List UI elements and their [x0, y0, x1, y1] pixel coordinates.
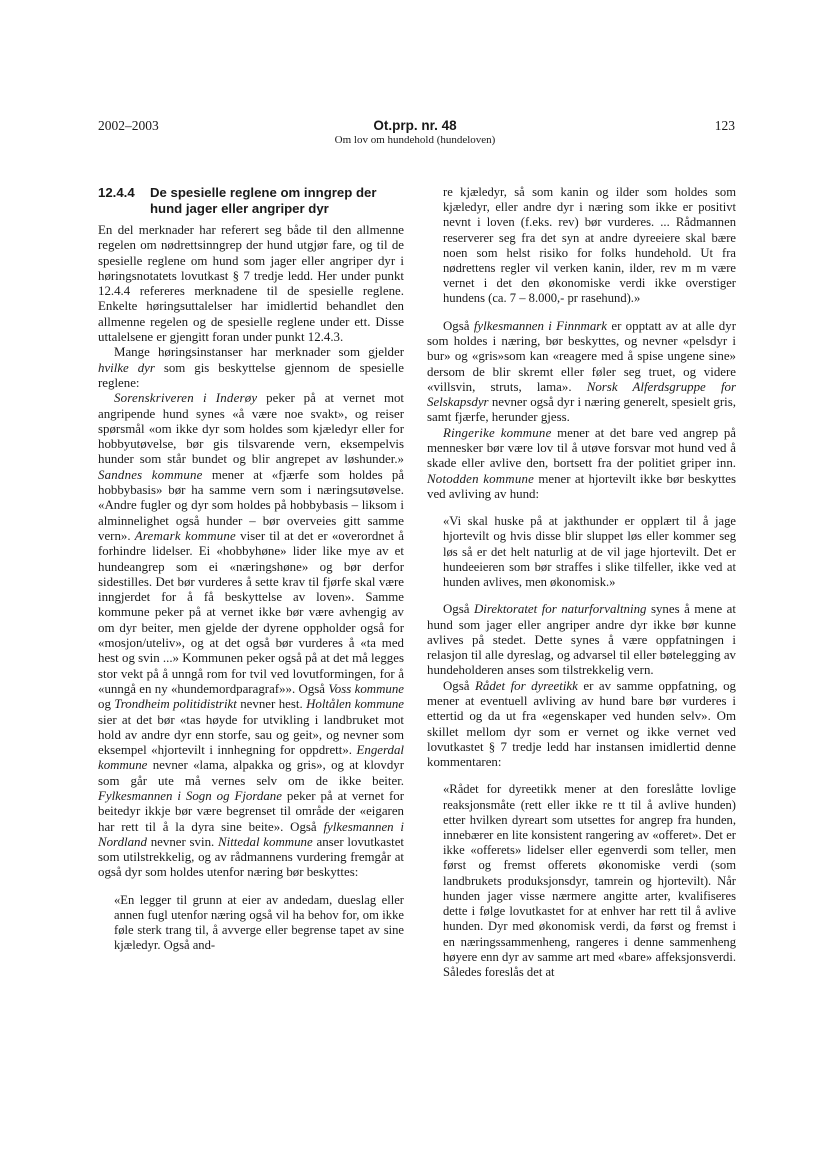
document-year: 2002–2003	[98, 118, 159, 133]
section-heading	[98, 185, 404, 217]
paragraph: En del merknader har referert seg både til den allmenne regelen om nødrettsinngrep der hund utgjør fare, og til de spesielle reglene om hund som jager eller angriper dyr i høringsnotatets lovutkast § 7 tredje ledd. Her under punkt 12.4.4 refereres merknadene til de spesielle reglene. Enkelte høringsuttalelser har imidlertid behandlet den allmenne regelen og de spesielle reglene under ett. Disse uttalelsene er gjengitt foran under punkt 12.4.3.	[98, 223, 404, 345]
left-column	[98, 185, 404, 966]
section-title: De spesielle reglene om inngrep der hund jager eller angriper dyr	[150, 185, 377, 216]
right-column	[427, 185, 736, 992]
paragraph: Ringerike kommune mener at det bare ved angrep på mennesker bør være lov til å utøve forsvar mot hund ved å skade eller avlive den, bortsett fra der politiet griper inn. Notodden kommune mener at hjortevilt ikke bør beskyttes ved avliving av hund:	[427, 425, 736, 501]
paragraph: Mange høringsinstanser har merknader som gjelder hvilke dyr som gis beskyttelse gjennom de spesielle reglene:	[98, 345, 405, 390]
running-header	[250, 118, 580, 146]
paragraph: Også Rådet for dyreetikk er av samme oppfatning, og mener at eventuell avliving av hund bare bør vurderes i ettertid og da ut fra «egenskaper ved hunden selv». Om skillet mellom dyr som er vernet og ikke vernet ved lovutkastet § 7 tredje ledd har instansen imidlertid denne kommentaren:	[427, 678, 736, 770]
block-quote: «Rådet for dyreetikk mener at den foreslåtte lovlige reaksjonsmåte (rett eller ikke re tt til å avlive hunden) etter hvilken dyreart som utsettes for angrep fra hunden, innebærer en lite konsistent rangering av «offeret». Det er ikke «offerets» lidelser eller egenverdi som teller, men først og fremst offerets økonomiske verdi (som landbrukets produksjonsdyr, tamrein og hjortevilt). Når hunden jager visse nærmere angitte arter, kvalifiseres dette i følge lovutkastet for at enhver har rett til å avlive hunden. Dyr med økonomisk verdi, da først og fremst i en næringssammenheng, rangeres i denne sammenheng høyere enn dyr av samme art med «bare» affeksjonsverdi. Således foreslås det at	[443, 782, 736, 979]
block-quote: «En legger til grunn at eier av andedam, dueslag eller annen fugl utenfor næring også vil ha behov for, om ikke føle sterk trang til, å avverge eller begrense tapet av sine kjæledyr. Også and-	[114, 892, 404, 953]
page-number: 123	[714, 118, 735, 133]
paragraph: Sorenskriveren i Inderøy peker på at vernet mot angripende hund synes «å være noe svakt», og reiser spørsmål «om ikke dyr som holdes som kjæledyr eller for hobbyutøvelse, bør gis tilsvarende vern, eksempelvis hunder som står bundet og blir angrepet av løshunder.» Sandnes kommune mener at «fjærfe som holdes på hobbybasis» bør ha samme vern som i næringsutøvelse. «Andre fugler og dyr som holdes på hobbybasis – liksom i alminnelighet også hunder – bør overveies gitt samme vern». Aremark kommune viser til at det er «overordnet å forhindre lidelser. Ei «hobbyhøne» lider like mye av et hundeangrep som ei «næringshøne» og bør derfor sidestilles. Det bør vurderes å sette krav til fjørfe skal være inngjerdet for å få beskyttelse av loven». Samme kommune peker på at vernet ikke bør være avhengig av om dyr beiter, men gjelde der dyrene oppholder også for «mosjon/uteliv», og at det også bør vurderes å «ta med hest og svin ...» Kommunen peker også på at det må legges stor vekt på å unngå rom for tvil ved lovutformingen, for å «unngå en ny «hundemordparagraf»». Også Voss kommune og Trondheim politidistrikt nevner hest. Holtålen kommune sier at det bør «tas høyde for utvikling i landbruket mot hold av andre dyr enn storfe, sau og geit», og nevner som eksempel «hjortevilt i innhegning for oppdrett». Engerdal kommune nevner «lama, alpakka og gris», og at klovdyr som går ute må vernes selv om de ikke beiter. Fylkesmannen i Sogn og Fjordane peker på at vernet for beitedyr ikkje bør være begrenset til område der «eigaren har rett til å la dyra sine beite». Også fylkesmannen i Nordland nevner svin. Nittedal kommune anser lovutkastet som utilstrekkelig, og av rådmannens vurdering fremgår at også dyr som holdes utenfor næring bør beskyttes:	[98, 391, 405, 880]
section-number: 12.4.4	[98, 185, 135, 200]
block-quote: re kjæledyr, så som kanin og ilder som holdes som kjæledyr, eller andre dyr i næring som ikke er positivt nevnt i loven (f.eks. rev) bør vurderes. ... Rådmannen reserverer seg fra det syn at andre dyreeiere skal bære noen som helst risiko for folks hundehold. Ut fra nødrettens regler vil verken kanin, ilder, rev m m være vernet i det den økonomiske verdi ikke overstiger hundens (ca. 7 – 8.000,- pr rasehund).»	[443, 185, 736, 306]
block-quote: «Vi skal huske på at jakthunder er opplært til å jage hjortevilt og hvis disse blir sluppet løs eller kommer seg løs så er det helt naturlig at de vil jage hjortevilt. Det er hundeeieren som bør straffes i slike tilfeller, ikke ved at hunden avlives, men økonomisk.»	[443, 514, 736, 589]
paragraph: Også fylkesmannen i Finnmark er opptatt av at alle dyr som holdes i næring, bør beskyttes, og nevner «pelsdyr i bur» og «gris»som kan «reagere med å spise ungene sine» dersom de blir skremt eller føler seg truet, og videre «villsvin, struts, lama». Norsk Alferdsgruppe for Selskapsdyr nevner også dyr i næring generelt, spesielt gris, samt fjærfe, herunder gjess.	[427, 318, 736, 425]
document-subtitle: Om lov om hundehold (hundeloven)	[334, 134, 496, 146]
document-title: Ot.prp. nr. 48	[373, 118, 457, 133]
paragraph: Også Direktoratet for naturforvaltning synes å mene at hund som jager eller angriper andre dyr ikke bør kunne avlives på stedet. Dette synes å være oppfatningen i relasjon til alle dyreslag, og advarsel til eller bøtelegging av hundeholderen anses som tilstrekkelig vern.	[427, 602, 736, 678]
